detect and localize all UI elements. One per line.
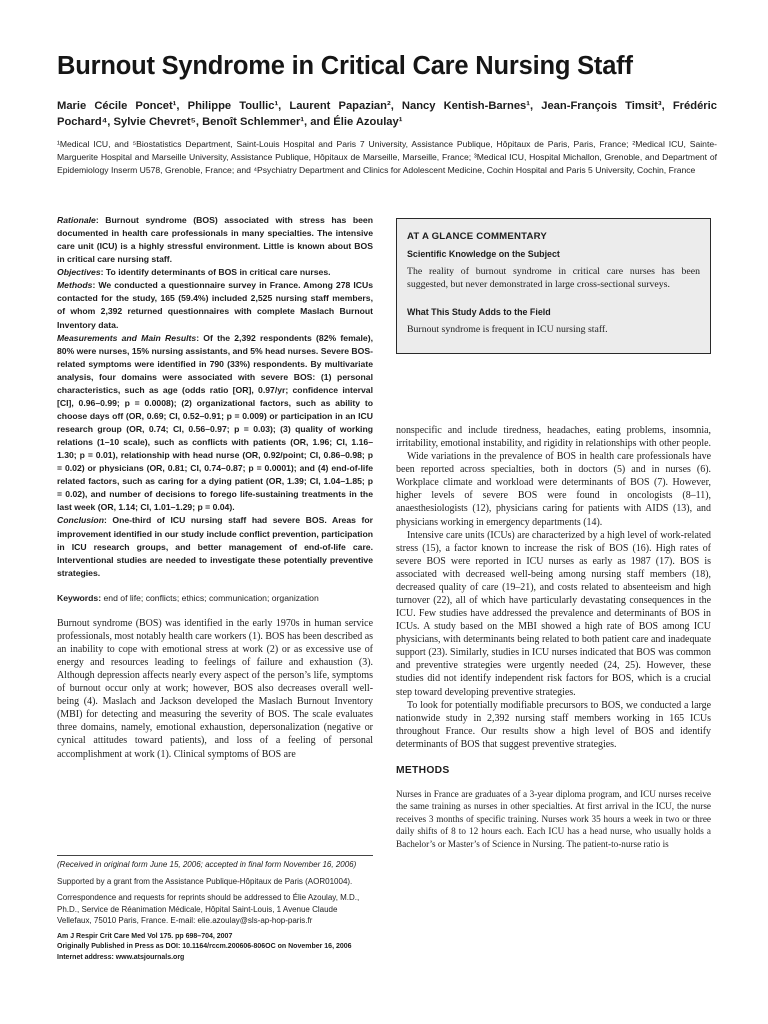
affiliations: ¹Medical ICU, and ⁵Biostatistics Department, Saint-Louis Hospital and Paris 7 University, Assistance Publique, Hôpitaux de Paris, Paris, France; ²Medical ICU, Sainte-Marguerite Hospital and Marseille University, Assistance Publique, Hôpitaux de Marseille, Marseille, France; ³Medical ICU, Hospital Michallon, Grenoble, and Department of Epidemiology Inserm U578, Grenoble, France; and ⁴Psychiatry Department and Clinics for Adolescent Medicine, Cochin Hospital and Paris 5 University, Cochin, France (57, 139, 717, 175)
abstract-conclusion (57, 514, 373, 579)
abstract-text: : One-third of ICU nursing staff had severe BOS. Areas for improvement identified in our study include conflict prevention, participation in ICU research groups, and better management of end-of-life care. Interventional studies are needed to investigate these potentially preventive strategies. (57, 515, 373, 578)
at-a-glance-box (396, 218, 711, 354)
internet-address: Internet address: www.atsjournals.org (57, 953, 185, 961)
abstract-text: : Of the 2,392 respondents (82% female), 80% were nurses, 15% nursing assistants, and 5% head nurses. Severe BOS-related symptoms were identified in 790 (33%) respondents. By multivariate analysis, four domains were associated with severe BOS: (1) personal characteristics, such as age (odds ratio [OR], 0.97/yr; confidence interval [CI], 0.96–0.99; p = 0.0008); (2) organizational factors, such as ability to choose days off (OR, 0.69; CI, 0.52–0.91; p = 0.009) or participation in an ICU research group (OR, 0.74; CI, 0.56–0.97; p = 0.03); (3) quality of working relations (1–10 scale), such as conflicts with patients (OR, 1.96; CI, 1.16–1.30; p = 0.01), relationship with head nurse (OR, 0.92/point; CI, 0.86–0.98; p = 0.02) or physicians (OR, 0.81; CI, 0.74–0.87; p = 0.0001); and (4) end-of-life related factors, such as caring for a dying patient (OR, 1.39; CI, 1.04–1.85; p = 0.02), and number of decisions to forego life-sustaining treatments in the last week (OR, 1.14; CI, 1.01–1.29; p = 0.04). (57, 332, 373, 513)
abstract-label: Measurements and Main Results (57, 332, 197, 343)
glance-subheading: What This Study Adds to the Field (407, 307, 551, 317)
keywords-list: end of life; conflicts; ethics; communication; organization (103, 592, 319, 603)
received-dates: (Received in original form June 15, 2006; accepted in final form November 16, 2006) (57, 860, 357, 869)
abstract-objectives (57, 266, 373, 279)
body-paragraph: Nurses in France are graduates of a 3-year diploma program, and ICU nurses receive the same training as nurses in other specialties. At first arrival in the ICU, the nurse receives 3 months of specific training. Nurses work 35 hours a week in two or three daily shifts of 8 to 12 hours each. Each ICU has a head nurse, who usually holds a Bachelor’s or Master’s of Science in Nursing. The patient-to-nurse ratio is (396, 788, 711, 849)
body-paragraph: nonspecific and include tiredness, headaches, eating problems, insomnia, irritability, emotional instability, and rigidity in relationships with other people. (396, 425, 711, 450)
left-column (57, 214, 373, 761)
abstract-label: Conclusion (57, 515, 104, 526)
body-paragraph: To look for potentially modifiable precursors to BOS, we conducted a large nationwide study in 2,392 nursing staff members working in 165 ICUs throughout France. Our results show a high level of BOS and identify determinants of BOS that suggest preventive strategies. (396, 699, 711, 750)
footnote-divider (57, 855, 373, 856)
correspondence-note: Correspondence and requests for reprints should be addressed to Élie Azoulay, M.D., Ph.D., Service de Réanimation Médicale, Hôpital Saint-Louis, 1 Avenue Claude Vellefaux, 75010 Paris, France. E-mail: elie.azoulay@sls-ap-hop-paris.fr (57, 893, 360, 926)
glance-text: Burnout syndrome is frequent in ICU nursing staff. (407, 324, 608, 335)
body-paragraph: Wide variations in the prevalence of BOS in health care professionals have been reported across specialties, both in doctors (5) and in nurses (6). Workplace climate and workload were determinants of BOS (7). However, higher levels of severe BOS were found in oncologists (8–11), anaesthesiologists (12), physicians caring for patients with AIDS (13), and physicians working in emergency departments (14). (396, 451, 711, 528)
doi-note: Originally Published in Press as DOI: 10.1164/rccm.200606-806OC on November 16, 2006 (57, 943, 352, 951)
abstract-rationale (57, 214, 373, 266)
keywords (57, 592, 373, 605)
footnotes (57, 855, 373, 963)
body-paragraph: Burnout syndrome (BOS) was identified in the early 1970s in human service professionals, most notably health care workers (1). BOS has been described as an inability to cope with emotional stress at work (2) or as excessive use of energy and resources leading to feelings of failure and exhaustion (3). Although depression affects nearly every aspect of the person’s life, symptoms of burnout occur only at work; however, BOS also decreases overall well-being (4). Maslach and Jackson developed the Maslach Burnout Inventory (MBI) for detecting and measuring the severity of BOS. The scale evaluates three domains, namely, emotional exhaustion, depersonalization (negative or cynical attitudes toward patients), and loss of a feeling of personal accomplishment at work (1). Clinical symptoms of BOS are (57, 617, 373, 760)
journal-citation: Am J Respir Crit Care Med Vol 175. pp 698–704, 2007 (57, 932, 233, 940)
abstract-results (57, 332, 373, 515)
funding-note: Supported by a grant from the Assistance Publique-Hôpitaux de Paris (AOR01004). (57, 876, 353, 886)
abstract-text: : To identify determinants of BOS in critical care nurses. (100, 267, 331, 278)
methods-text (396, 788, 711, 850)
keywords-label: Keywords: (57, 592, 102, 603)
glance-text: The reality of burnout syndrome in critical care nurses has been suggested, but never demonstrated in large cross-sectional surveys. (407, 266, 700, 290)
right-column (396, 218, 711, 850)
glance-subheading: Scientific Knowledge on the Subject (407, 249, 560, 259)
introduction-text (57, 617, 373, 761)
glance-heading: AT A GLANCE COMMENTARY (407, 231, 547, 242)
abstract-text: : We conducted a questionnaire survey in France. Among 278 ICUs contacted for the study, 165 (59.4%) included 2,525 nursing staff members, of whom 2,392 returned questionnaires with complete Maslach Burnout Inventory data. (57, 280, 373, 330)
abstract-text: : Burnout syndrome (BOS) associated with stress has been documented in health care professionals in many specialties. The intensive care unit (ICU) is a highly stressful environment. Little is known about BOS in critical care nursing staff. (57, 215, 373, 265)
body-text-right (396, 424, 711, 751)
author-list: Marie Cécile Poncet¹, Philippe Toullic¹, Laurent Papazian², Nancy Kentish-Barnes¹, Jean-François Timsit³, Frédéric Pochard⁴, Sylvie Chevret⁵, Benoît Schlemmer¹, and Élie Azoulay¹ (57, 100, 717, 128)
article-title: Burnout Syndrome in Critical Care Nursing Staff (57, 52, 633, 80)
abstract-label: Rationale (57, 215, 96, 225)
abstract-methods (57, 279, 373, 331)
abstract (57, 214, 373, 580)
abstract-label: Methods (57, 280, 93, 291)
body-paragraph: Intensive care units (ICUs) are characterized by a high level of work-related stress (15), a factor known to increase the risk of BOS (16). High rates of severe BOS were reported in ICU nurses as early as 1987 (17). BOS is associated with decreased well-being among nursing staff members (18), decreased quality of care (19–21), and costs related to absenteeism and high turnover (22), all of which have particularly devastating consequences in the ICU. Few studies have addressed the prevalence and determinants of BOS in ICUs. A study based on the MBI showed a high rate of BOS among ICU physicians, with determinants being related to both patient care and inadequate support (23). Similarly, studies in ICU nurses indicated that BOS was common and preventive strategies were urgently needed (24, 25). However, these studies did not identify independent risk factors for BOS, which is a crucial step toward developing preventive strategies. (396, 529, 711, 698)
section-heading-methods: METHODS (396, 764, 450, 776)
abstract-label: Objectives (57, 267, 101, 278)
